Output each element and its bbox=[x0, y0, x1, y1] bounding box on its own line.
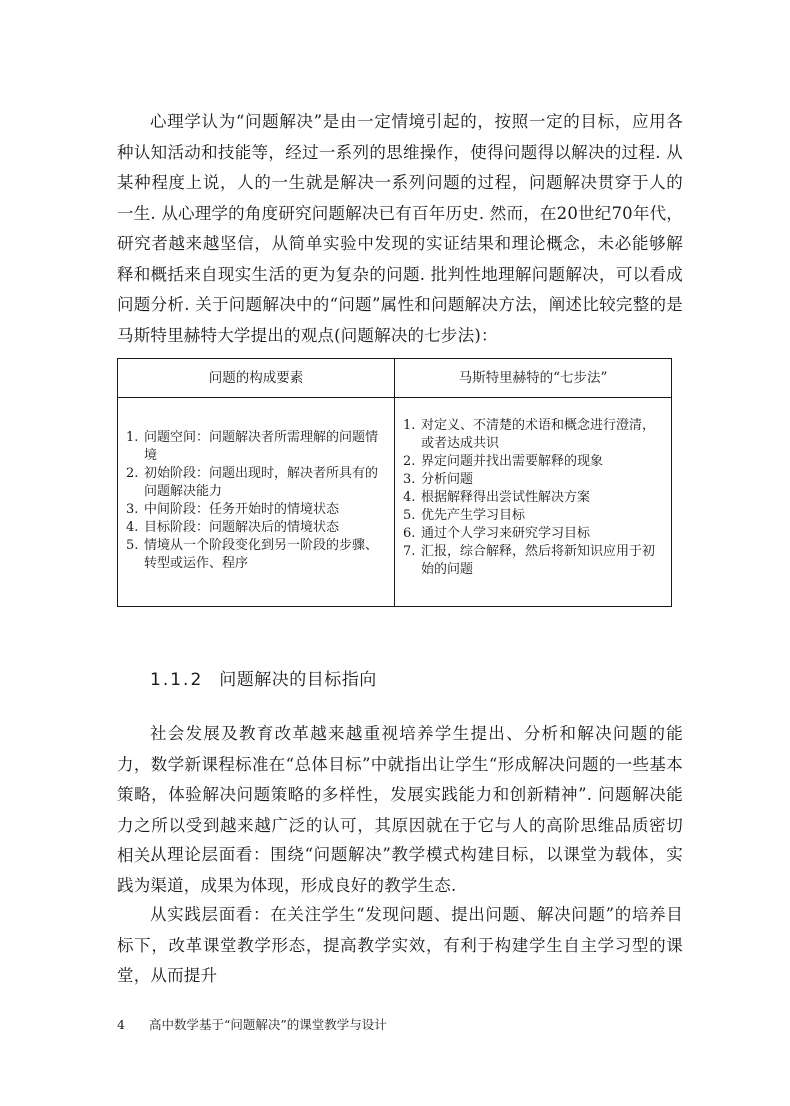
page-number: 4 bbox=[117, 1017, 125, 1032]
section-number: 1.1.2 bbox=[150, 670, 204, 690]
table-header-seven-steps: 马斯特里赫特的“七步法” bbox=[458, 370, 608, 386]
seven-steps-list bbox=[403, 417, 665, 579]
list-item: 2. 初始阶段：问题出现时，解决者所具有的问题解决能力 bbox=[126, 466, 379, 499]
list-item: 1. 问题空间：问题解决者所需理解的问题情境 bbox=[126, 430, 379, 463]
table-column-divider bbox=[394, 359, 395, 606]
components-list bbox=[126, 429, 388, 573]
list-item: 3. 中间阶段：任务开始时的情境状态 bbox=[126, 502, 340, 517]
table-header-components: 问题的构成要素 bbox=[208, 370, 304, 386]
section-title: 问题解决的目标指向 bbox=[219, 670, 377, 690]
list-item: 5. 优先产生学习目标 bbox=[403, 508, 526, 523]
body-paragraph: 社会发展及教育改革越来越重视培养学生提出、分析和解决问题的能力，数学新课程标准在“总体目标”中就指出让学生“形成解决问题的一些基本策略，体验解决问题策略的多样性，发展实践能力和创新精神”. 问题解决能力之所以受到越来越广泛的认可，其原因就在于它与人的高阶思维品质密切相关. bbox=[117, 724, 683, 865]
section-heading bbox=[150, 665, 377, 690]
list-item: 3. 分析问题 bbox=[403, 472, 474, 487]
intro-paragraph: 心理学认为“问题解决”是由一定情境引起的，按照一定的目标，应用各种认知活动和技能等，经过一系列的思维操作，使得问题得以解决的过程. 从某种程度上说，人的一生就是解决一系列问题的过程，问题解决贯穿于人的一生. 从心理学的角度研究问题解决已有百年历史. 然而，在20世纪70年代，研究者越来越坚信，从简单实验中发现的实证结果和理论概念，未必能够解释和概括来自现实生活的更为复杂的问题. 批判性地理解问题解决，可以看成问题分析. 关于问题解决中的“问题”属性和问题解决方法，阐述比较完整的是马斯特里赫特大学提出的观点(问题解决的七步法)： bbox=[117, 112, 683, 345]
list-item: 5. 情境从一个阶段变化到另一阶段的步骤、转型或运作、程序 bbox=[126, 538, 379, 571]
list-item: 2. 界定问题并找出需要解释的现象 bbox=[403, 454, 604, 469]
problem-solving-table bbox=[117, 358, 672, 607]
body-paragraph: 从理论层面看：围绕“问题解决”教学模式构建目标，以课堂为载体，实践为渠道，成果为体现，形成良好的教学生态. bbox=[117, 845, 683, 895]
list-item: 4. 目标阶段：问题解决后的情境状态 bbox=[126, 520, 340, 535]
list-item: 4. 根据解释得出尝试性解决方案 bbox=[403, 490, 591, 505]
body-paragraph: 从实践层面看：在关注学生“发现问题、提出问题、解决问题”的培养目标下，改革课堂教学形态，提高教学实效，有利于构建学生自主学习型的课堂，从而提升 bbox=[117, 905, 683, 985]
list-item: 1. 对定义、不清楚的术语和概念进行澄清，或者达成共识 bbox=[403, 418, 656, 451]
book-title: 高中数学基于“问题解决”的课堂教学与设计 bbox=[148, 1017, 387, 1032]
page-footer bbox=[117, 1015, 387, 1033]
list-item: 7. 汇报，综合解释，然后将新知识应用于初始的问题 bbox=[403, 544, 656, 577]
list-item: 6. 通过个人学习来研究学习目标 bbox=[403, 526, 591, 541]
